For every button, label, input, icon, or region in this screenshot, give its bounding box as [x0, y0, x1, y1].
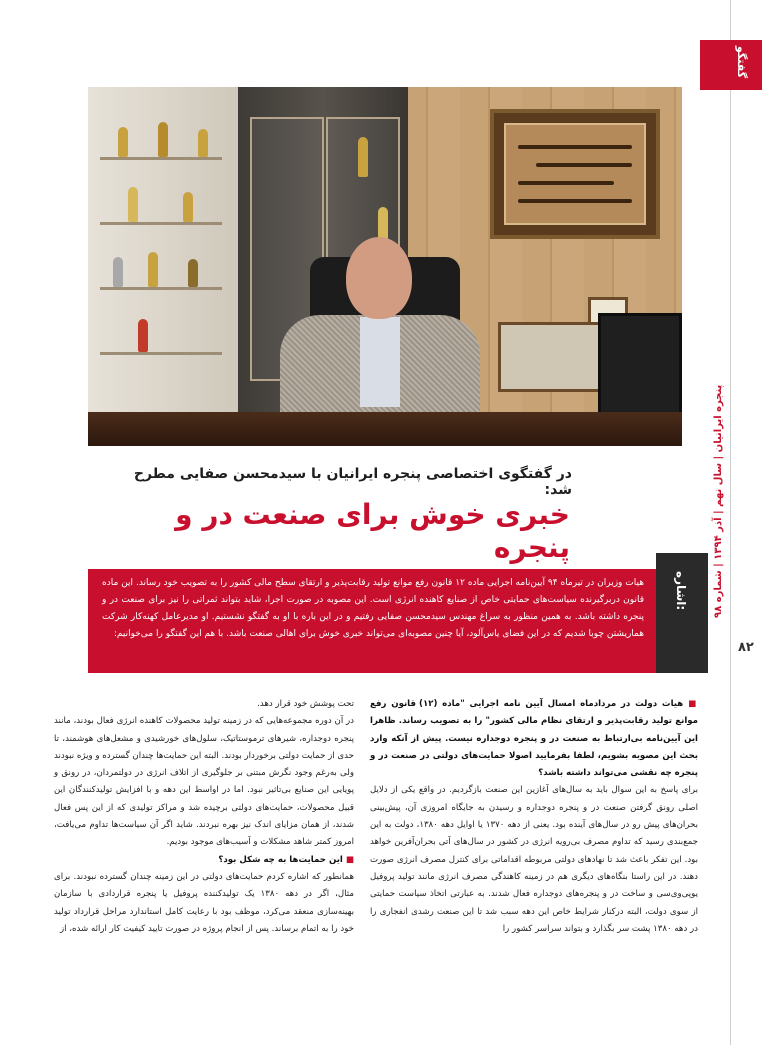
journal-info: پنجره ایرانیان | سال نهم | آذر ۱۳۹۴ | شماره ۹۸ — [713, 384, 724, 618]
question-paragraph: ■ این حمایت‌ها به چه شکل بود؟ — [54, 852, 354, 869]
article-column-left — [54, 696, 354, 938]
body-paragraph: همانطور که اشاره کردم حمایت‌های دولتی در این زمینه چندان گسترده نبودند. برای مثال، اگر در دهه ۱۳۸۰ یک تولیدکننده پروفیل یا پنجره قراردادی با سازمان بهینه‌سازی منعقد می‌کرد، موظف بود با رعایت کامل استاندارد مراحل قرارداد تولید خود را به اتمام برساند. پس از انجام پروژه در صورت تایید کیفیت کار ارائه شده، از — [54, 871, 354, 934]
computer-monitor — [598, 313, 682, 421]
intro-tab — [656, 553, 708, 673]
intro-box — [88, 569, 656, 673]
interview-photo — [88, 87, 682, 446]
question-paragraph: ■ هیات دولت در مردادماه امسال آیین نامه اجرایی "ماده (۱۲) قانون رفع موانع تولید رقابت‌پذیر و ارتقای نظام مالی کشور" را به تصویب رساند. ظاهرا این آیین‌نامه بی‌ارتباط به صنعت در و پنجره دوجداره نیست. پیش از آنکه وارد بحث این مصوبه بشویم، لطفا بفرمایید اصولا حمایت‌های دولتی در صنعت در و پنجره چه نقشی می‌تواند داشته باشد؟ — [370, 696, 698, 782]
section-tab-label: گفتگو — [735, 46, 748, 79]
intro-text: هیات وزیران در تیرماه ۹۴ آیین‌نامه اجرایی ماده ۱۲ قانون رفع موانع تولید رقابت‌پذیر و ارتقای سطح مالی کشور را به تصویب خود رساند. این ماده قانون دربرگیرنده سیاست‌های حمایتی خاص از صنایع کاهنده انرژی است. این مصوبه در صورت اجرا، شاید بتواند ثمراتی را نیز برای صنعت در و پنجره داشته باشد. به همین منظور به سراغ مهندس سیدمحسن صفایی رفتیم و در این باره با او به گفتگو نشستیم. او مدیرعامل کهنه‌کار شرکت هماریشتن چوبا شدیم که در این فضای یاس‌آلود، آیا چنین مصوبه‌ای می‌تواند خبری خوش برای اهالی صنعت باشد. با هم این گفتگو را می‌خوانیم: — [102, 578, 644, 639]
article-title: خبری خوش برای صنعت در و پنجره — [175, 498, 570, 564]
person-head — [346, 237, 412, 319]
trophy-cabinet — [88, 87, 238, 446]
body-paragraph: تحت پوشش خود قرار دهد. — [257, 699, 354, 709]
body-paragraph: در آن دوره مجموعه‌هایی که در زمینه تولید محصولات کاهنده انرژی فعال بودند، مانند پنجره دوجداره، شیرهای ترموستاتیک، سلول‌های خورشیدی و مشعل‌های هوشمند، تا حدی از حمایت دولتی برخوردار بودند. البته این حمایت‌ها چندان گسترده و ویژه نبودند ولی به‌رغم وجود نگرش مبتنی بر جلوگیری از اتلاف انرژی در دولتمردان، در رونق و پویایی این صنایع بی‌تاثیر نبود. اما در اواسط این دهه و با افزایش تولیدکنندگان این قبیل محصولات، حمایت‌های دولتی برچیده شد و مراکز تولیدی که از این پس فعال شدند، از همان مزایای اندک نیز بهره نبردند. شاید اگر آن سیاست‌ها تداوم می‌یافت، امروز کمتر شاهد مشکلات و آسیب‌های موجود بودیم. — [53, 716, 354, 848]
section-tab — [700, 40, 762, 90]
intro-tab-label: اشاره: — [674, 571, 688, 611]
margin-rule — [730, 0, 731, 1045]
calligraphy-frame — [490, 109, 660, 239]
page-number: ۸۲ — [738, 640, 754, 655]
plaque — [498, 322, 608, 392]
article-column-right — [370, 696, 698, 938]
body-paragraph: برای پاسخ به این سوال باید به سال‌های آغازین این صنعت بازگردیم. در واقع یکی از دلایل اصلی رونق گرفتن صنعت در و پنجره دوجداره و رسیدن به جایگاه امروزی آن، پیش‌بینی بحران‌های پیش رو در سال‌های آینده بود. یعنی از دهه ۱۳۷۰ یا اوایل دهه ۱۳۸۰، دولت به این جمع‌بندی رسید که تداوم مصرف بی‌رویه انرژی در کشور در سال‌های آتی بحران‌آفرین خواهد بود. این تفکر باعث شد تا نهادهای دولتی مربوطه اقداماتی برای کنترل مصرف انرژی صورت دهند. در این راستا بنگاه‌های دیگری هم در زمینه کاهندگی مصرف انرژی مانند تولید پروفیل یوپی‌وی‌سی و ساخت در و پنجره‌های دوجداره فعال شدند. به عبارتی اتخاذ سیاست حمایتی از سوی دولت، البته درکنار شرایط خاص این دهه سبب شد تا این صنعت رشدی انفجاری را در دهه ۱۳۸۰ پشت سر بگذارد و بتواند سراسر کشور را — [370, 785, 698, 934]
article-subtitle: در گفتگوی اختصاصی پنجره ایرانیان با سیدمحسن صفایی مطرح شد: — [133, 466, 572, 498]
desk — [88, 412, 682, 446]
